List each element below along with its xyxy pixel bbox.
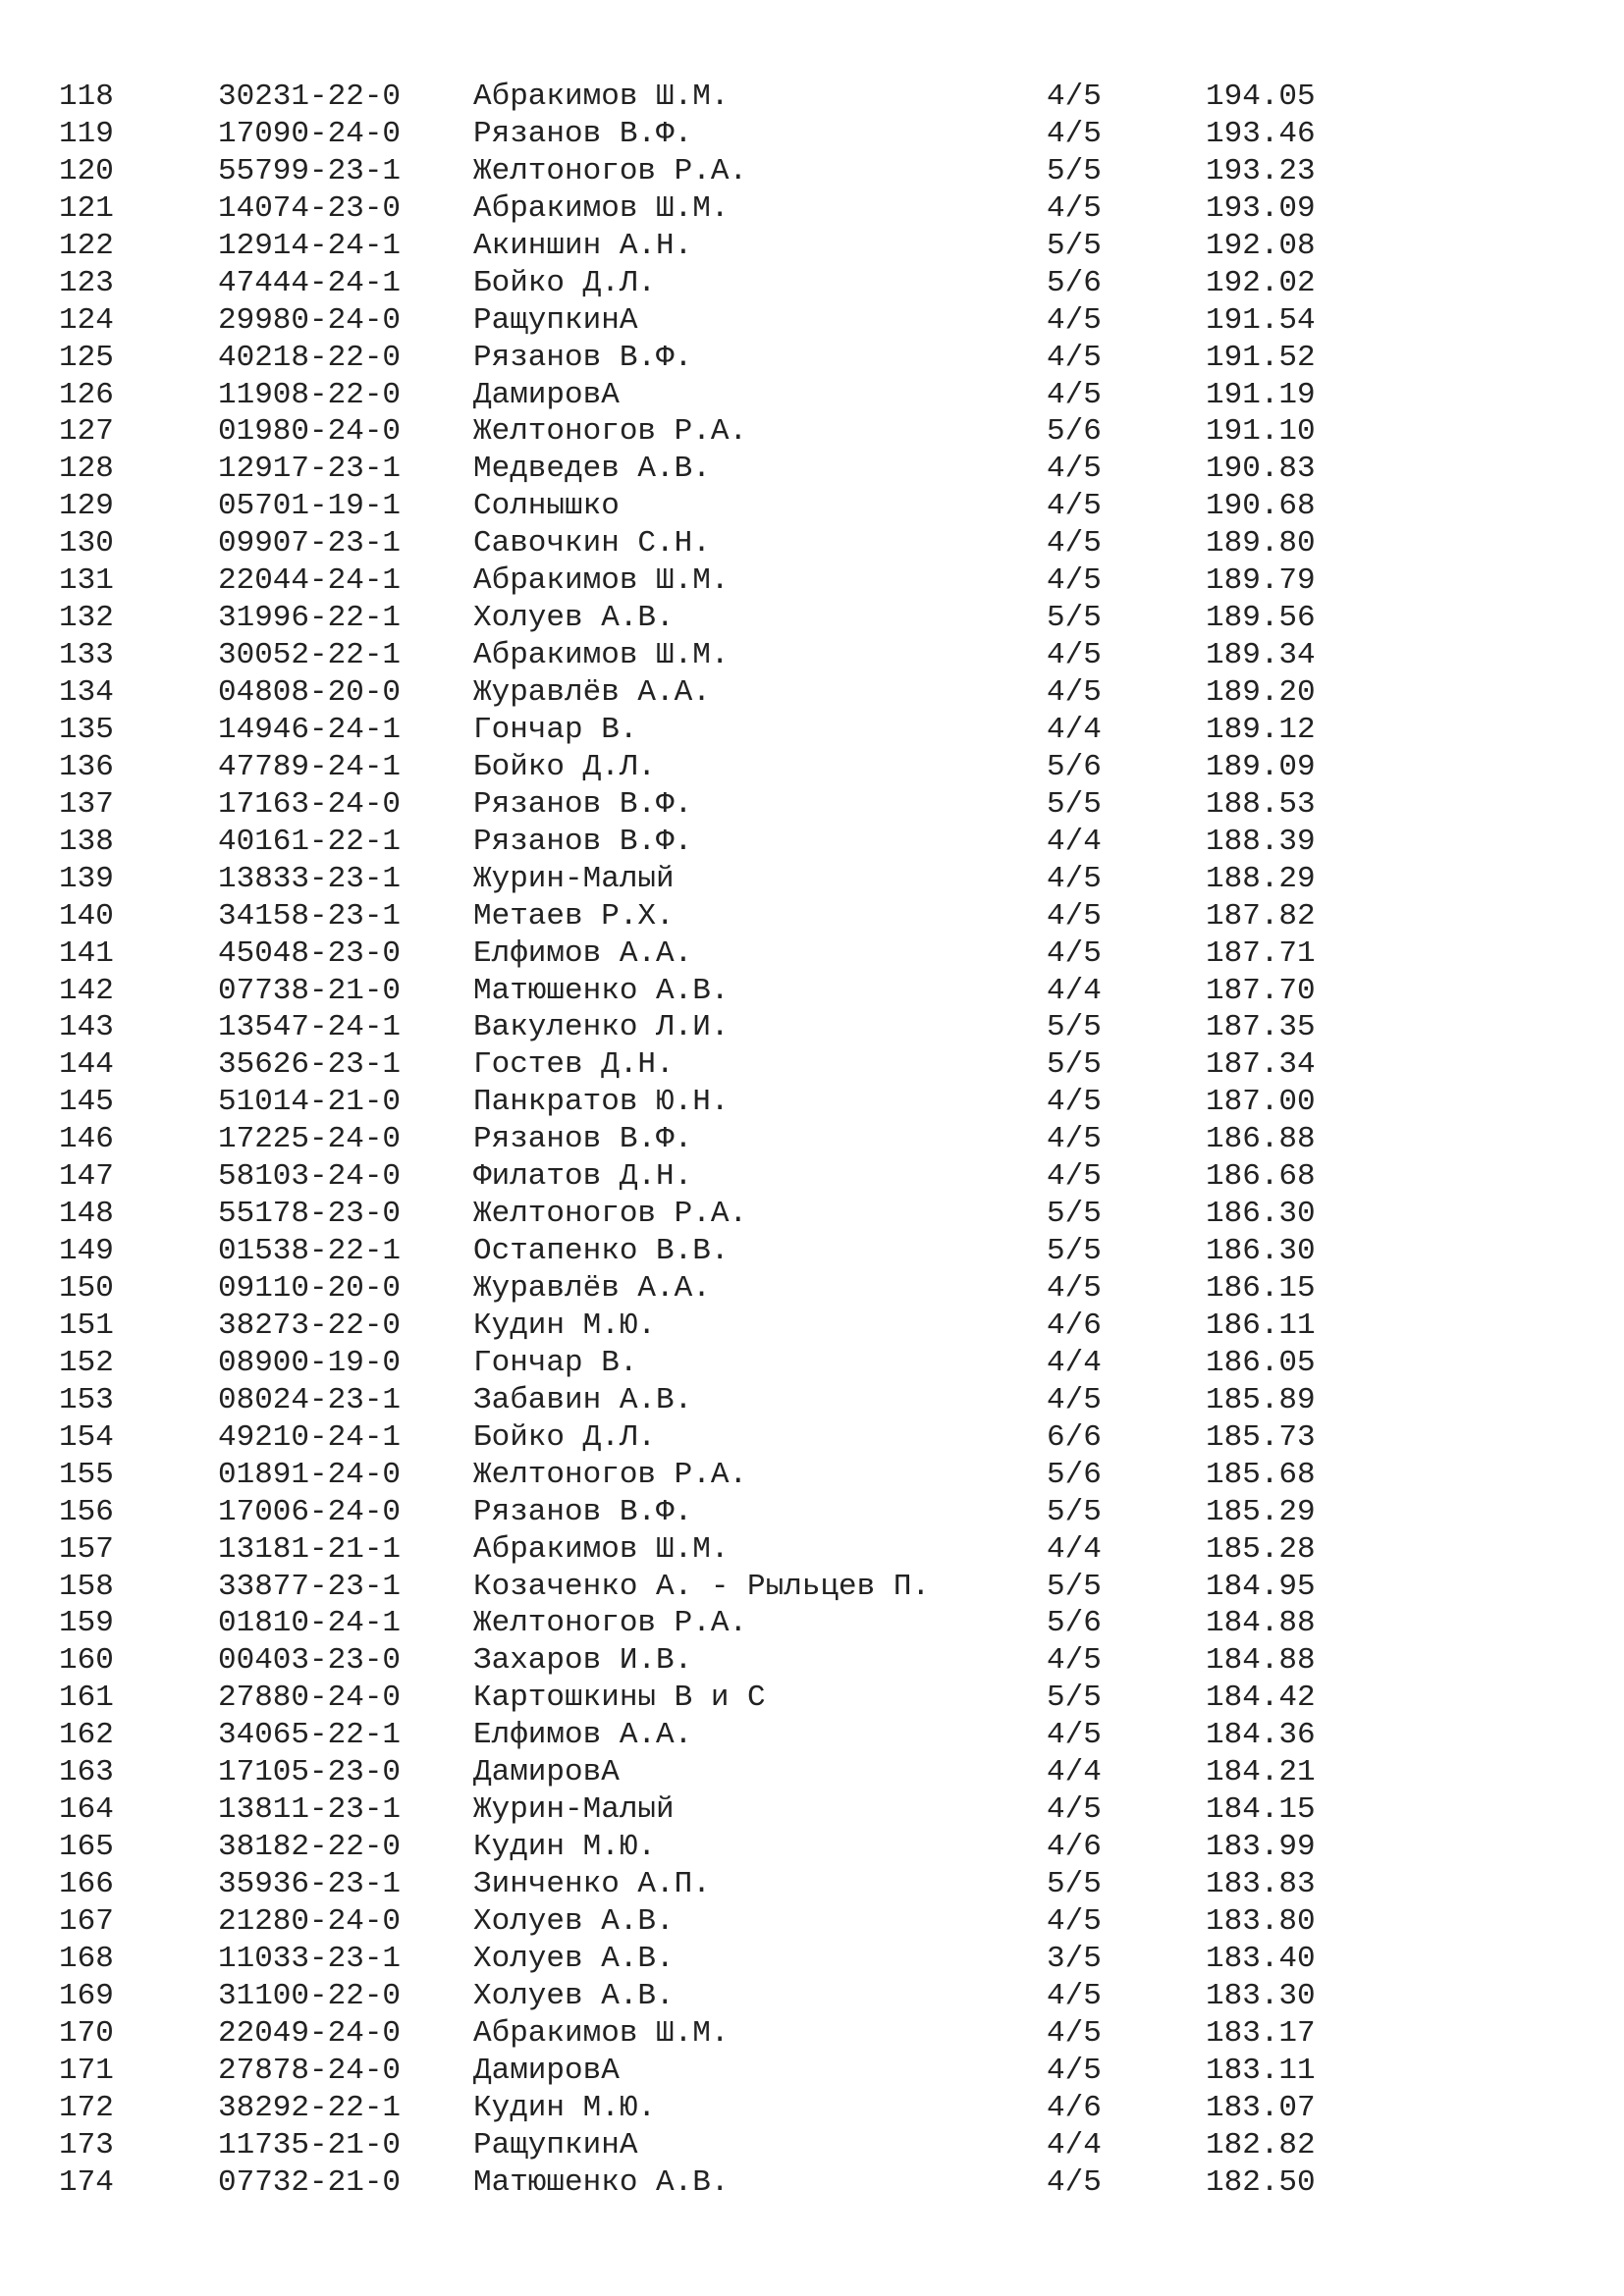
ratio-cell: 4/5 [1047, 452, 1102, 487]
owner-cell: Желтоногов Р.А. [473, 414, 748, 450]
ring-number-cell: 31100-22-0 [218, 1978, 402, 2013]
ring-number-cell: 04808-20-0 [218, 675, 402, 710]
place-cell: 153 [59, 1382, 114, 1417]
place-cell: 166 [59, 1867, 114, 1901]
speed-cell: 185.73 [1206, 1419, 1316, 1455]
ratio-cell: 4/6 [1047, 1830, 1102, 1865]
speed-cell: 189.09 [1206, 749, 1316, 784]
speed-cell: 183.99 [1206, 1830, 1316, 1865]
ring-number-cell: 11033-23-1 [218, 1941, 402, 1976]
speed-cell: 183.11 [1206, 2053, 1316, 2088]
ratio-cell: 4/5 [1047, 1643, 1102, 1679]
ring-number-cell: 51014-21-0 [218, 1085, 402, 1120]
ring-number-cell: 14946-24-1 [218, 712, 402, 747]
ring-number-cell: 09110-20-0 [218, 1271, 402, 1306]
place-cell: 162 [59, 1718, 114, 1753]
speed-cell: 188.29 [1206, 861, 1316, 896]
owner-cell: Желтоногов Р.А. [473, 153, 748, 188]
place-cell: 155 [59, 1457, 114, 1492]
ratio-cell: 3/5 [1047, 1941, 1102, 1976]
owner-cell: Забавин А.В. [473, 1382, 693, 1417]
ratio-cell: 6/6 [1047, 1419, 1102, 1455]
speed-cell: 189.79 [1206, 563, 1316, 599]
owner-cell: Гончар В. [473, 712, 638, 747]
ring-number-cell: 38273-22-0 [218, 1308, 402, 1343]
ratio-cell: 4/4 [1047, 973, 1102, 1008]
ring-number-cell: 07738-21-0 [218, 973, 402, 1008]
owner-cell: Журин-Малый [473, 1792, 675, 1828]
ring-number-cell: 11908-22-0 [218, 377, 402, 412]
ring-number-cell: 17163-24-0 [218, 786, 402, 822]
ring-number-cell: 00403-23-0 [218, 1643, 402, 1679]
ratio-cell: 5/6 [1047, 265, 1102, 300]
ring-number-cell: 01810-24-1 [218, 1606, 402, 1641]
ratio-cell: 4/4 [1047, 1755, 1102, 1790]
ratio-cell: 5/6 [1047, 1457, 1102, 1492]
ring-number-cell: 47789-24-1 [218, 749, 402, 784]
place-cell: 134 [59, 675, 114, 710]
speed-cell: 191.54 [1206, 302, 1316, 338]
owner-cell: Абракимов Ш.М. [473, 638, 730, 673]
owner-cell: Савочкин С.Н. [473, 526, 711, 561]
place-cell: 171 [59, 2053, 114, 2088]
place-cell: 158 [59, 1569, 114, 1604]
ring-number-cell: 17006-24-0 [218, 1494, 402, 1529]
speed-cell: 184.42 [1206, 1681, 1316, 1716]
place-cell: 141 [59, 935, 114, 971]
ring-number-cell: 11735-21-0 [218, 2127, 402, 2163]
owner-cell: Журин-Малый [473, 861, 675, 896]
place-cell: 174 [59, 2164, 114, 2200]
owner-cell: ДамировА [473, 1755, 620, 1790]
speed-cell: 184.15 [1206, 1792, 1316, 1828]
place-cell: 124 [59, 302, 114, 338]
ratio-cell: 4/5 [1047, 377, 1102, 412]
owner-cell: Холуев А.В. [473, 1941, 675, 1976]
owner-cell: Солнышко [473, 489, 620, 524]
place-cell: 172 [59, 2090, 114, 2125]
ratio-cell: 5/5 [1047, 1197, 1102, 1232]
ring-number-cell: 30231-22-0 [218, 80, 402, 114]
ratio-cell: 4/5 [1047, 935, 1102, 971]
speed-cell: 183.30 [1206, 1978, 1316, 2013]
place-cell: 147 [59, 1159, 114, 1195]
ring-number-cell: 30052-22-1 [218, 638, 402, 673]
ratio-cell: 4/5 [1047, 340, 1102, 375]
place-cell: 140 [59, 898, 114, 934]
owner-cell: Рязанов В.Ф. [473, 1494, 693, 1529]
owner-cell: Бойко Д.Л. [473, 749, 657, 784]
speed-cell: 185.29 [1206, 1494, 1316, 1529]
place-cell: 169 [59, 1978, 114, 2013]
place-cell: 131 [59, 563, 114, 599]
speed-cell: 183.17 [1206, 2015, 1316, 2051]
place-cell: 154 [59, 1419, 114, 1455]
owner-cell: Абракимов Ш.М. [473, 563, 730, 599]
owner-cell: Акиншин А.Н. [473, 228, 693, 263]
ratio-cell: 5/5 [1047, 153, 1102, 188]
owner-cell: ДамировА [473, 2053, 620, 2088]
owner-cell: Рязанов В.Ф. [473, 116, 693, 151]
owner-cell: РащупкинА [473, 2127, 638, 2163]
ring-number-cell: 13547-24-1 [218, 1010, 402, 1045]
speed-cell: 185.28 [1206, 1531, 1316, 1567]
place-cell: 148 [59, 1197, 114, 1232]
speed-cell: 187.00 [1206, 1085, 1316, 1120]
ratio-cell: 4/5 [1047, 2053, 1102, 2088]
owner-cell: Желтоногов Р.А. [473, 1457, 748, 1492]
owner-cell: Медведев А.В. [473, 452, 711, 487]
ring-number-cell: 49210-24-1 [218, 1419, 402, 1455]
owner-cell: Гостев Д.Н. [473, 1047, 675, 1083]
speed-cell: 186.30 [1206, 1197, 1316, 1232]
speed-cell: 191.10 [1206, 414, 1316, 450]
owner-cell: Желтоногов Р.А. [473, 1606, 748, 1641]
ratio-cell: 4/5 [1047, 80, 1102, 114]
ratio-cell: 4/5 [1047, 190, 1102, 226]
owner-cell: Картошкины В и С [473, 1681, 766, 1716]
owner-cell: ДамировА [473, 377, 620, 412]
owner-cell: Матюшенко А.В. [473, 973, 730, 1008]
ratio-cell: 4/5 [1047, 861, 1102, 896]
speed-cell: 186.88 [1206, 1122, 1316, 1157]
ratio-cell: 5/6 [1047, 1606, 1102, 1641]
ratio-cell: 4/4 [1047, 1531, 1102, 1567]
ring-number-cell: 22044-24-1 [218, 563, 402, 599]
speed-cell: 189.56 [1206, 601, 1316, 636]
speed-cell: 184.21 [1206, 1755, 1316, 1790]
place-cell: 164 [59, 1792, 114, 1828]
ring-number-cell: 22049-24-0 [218, 2015, 402, 2051]
ring-number-cell: 40218-22-0 [218, 340, 402, 375]
ratio-cell: 4/6 [1047, 2090, 1102, 2125]
speed-cell: 189.80 [1206, 526, 1316, 561]
speed-cell: 192.08 [1206, 228, 1316, 263]
ratio-cell: 4/5 [1047, 1718, 1102, 1753]
ring-number-cell: 09907-23-1 [218, 526, 402, 561]
place-cell: 130 [59, 526, 114, 561]
ratio-cell: 5/6 [1047, 414, 1102, 450]
place-cell: 132 [59, 601, 114, 636]
ratio-cell: 5/5 [1047, 1047, 1102, 1083]
speed-cell: 189.12 [1206, 712, 1316, 747]
ring-number-cell: 29980-24-0 [218, 302, 402, 338]
place-cell: 157 [59, 1531, 114, 1567]
place-cell: 118 [59, 80, 114, 114]
owner-cell: Панкратов Ю.Н. [473, 1085, 730, 1120]
speed-cell: 183.07 [1206, 2090, 1316, 2125]
ring-number-cell: 01891-24-0 [218, 1457, 402, 1492]
speed-cell: 190.68 [1206, 489, 1316, 524]
ratio-cell: 4/4 [1047, 1345, 1102, 1380]
speed-cell: 194.05 [1206, 80, 1316, 114]
ring-number-cell: 55799-23-1 [218, 153, 402, 188]
place-cell: 138 [59, 824, 114, 859]
owner-cell: Вакуленко Л.И. [473, 1010, 730, 1045]
ring-number-cell: 13811-23-1 [218, 1792, 402, 1828]
place-cell: 135 [59, 712, 114, 747]
place-cell: 125 [59, 340, 114, 375]
place-cell: 151 [59, 1308, 114, 1343]
place-cell: 167 [59, 1903, 114, 1939]
owner-cell: Гончар В. [473, 1345, 638, 1380]
ring-number-cell: 31996-22-1 [218, 601, 402, 636]
ratio-cell: 4/5 [1047, 1085, 1102, 1120]
place-cell: 170 [59, 2015, 114, 2051]
place-cell: 119 [59, 116, 114, 151]
place-cell: 156 [59, 1494, 114, 1529]
ring-number-cell: 07732-21-0 [218, 2164, 402, 2200]
speed-cell: 193.23 [1206, 153, 1316, 188]
ring-number-cell: 45048-23-0 [218, 935, 402, 971]
ratio-cell: 5/6 [1047, 749, 1102, 784]
ratio-cell: 4/5 [1047, 1159, 1102, 1195]
place-cell: 129 [59, 489, 114, 524]
owner-cell: Метаев Р.Х. [473, 898, 675, 934]
owner-cell: Зинченко А.П. [473, 1867, 711, 1901]
ring-number-cell: 17105-23-0 [218, 1755, 402, 1790]
ring-number-cell: 27878-24-0 [218, 2053, 402, 2088]
owner-cell: Рязанов В.Ф. [473, 786, 693, 822]
speed-cell: 189.34 [1206, 638, 1316, 673]
ring-number-cell: 12917-23-1 [218, 452, 402, 487]
speed-cell: 187.82 [1206, 898, 1316, 934]
ring-number-cell: 38182-22-0 [218, 1830, 402, 1865]
owner-cell: Абракимов Ш.М. [473, 1531, 730, 1567]
owner-cell: Бойко Д.Л. [473, 1419, 657, 1455]
place-cell: 160 [59, 1643, 114, 1679]
ring-number-cell: 13181-21-1 [218, 1531, 402, 1567]
ring-number-cell: 40161-22-1 [218, 824, 402, 859]
speed-cell: 187.34 [1206, 1047, 1316, 1083]
place-cell: 163 [59, 1755, 114, 1790]
speed-cell: 185.68 [1206, 1457, 1316, 1492]
place-cell: 149 [59, 1234, 114, 1269]
place-cell: 133 [59, 638, 114, 673]
place-cell: 136 [59, 749, 114, 784]
ratio-cell: 4/5 [1047, 1382, 1102, 1417]
speed-cell: 187.35 [1206, 1010, 1316, 1045]
ring-number-cell: 17090-24-0 [218, 116, 402, 151]
speed-cell: 186.68 [1206, 1159, 1316, 1195]
ratio-cell: 4/5 [1047, 898, 1102, 934]
ring-number-cell: 34065-22-1 [218, 1718, 402, 1753]
ratio-cell: 4/5 [1047, 638, 1102, 673]
ratio-cell: 5/5 [1047, 1681, 1102, 1716]
ratio-cell: 4/5 [1047, 1271, 1102, 1306]
owner-cell: Холуев А.В. [473, 1903, 675, 1939]
ring-number-cell: 35626-23-1 [218, 1047, 402, 1083]
speed-cell: 193.09 [1206, 190, 1316, 226]
owner-cell: Захаров И.В. [473, 1643, 693, 1679]
owner-cell: Рязанов В.Ф. [473, 340, 693, 375]
place-cell: 161 [59, 1681, 114, 1716]
ratio-cell: 4/5 [1047, 302, 1102, 338]
owner-cell: Кудин М.Ю. [473, 1830, 657, 1865]
owner-cell: Козаченко А. - Рыльцев П. [473, 1569, 931, 1604]
place-cell: 127 [59, 414, 114, 450]
speed-cell: 186.05 [1206, 1345, 1316, 1380]
speed-cell: 188.53 [1206, 786, 1316, 822]
speed-cell: 193.46 [1206, 116, 1316, 151]
speed-cell: 189.20 [1206, 675, 1316, 710]
ratio-cell: 4/5 [1047, 1978, 1102, 2013]
place-cell: 122 [59, 228, 114, 263]
ratio-cell: 5/5 [1047, 1494, 1102, 1529]
ratio-cell: 4/5 [1047, 2015, 1102, 2051]
owner-cell: Рязанов В.Ф. [473, 1122, 693, 1157]
place-cell: 128 [59, 452, 114, 487]
speed-cell: 183.40 [1206, 1941, 1316, 1976]
place-cell: 144 [59, 1047, 114, 1083]
owner-cell: Елфимов А.А. [473, 935, 693, 971]
owner-cell: Остапенко В.В. [473, 1234, 730, 1269]
speed-cell: 187.70 [1206, 973, 1316, 1008]
place-cell: 159 [59, 1606, 114, 1641]
ratio-cell: 4/4 [1047, 712, 1102, 747]
ratio-cell: 5/5 [1047, 1234, 1102, 1269]
ratio-cell: 5/5 [1047, 601, 1102, 636]
ring-number-cell: 33877-23-1 [218, 1569, 402, 1604]
owner-cell: Абракимов Ш.М. [473, 190, 730, 226]
ring-number-cell: 05701-19-1 [218, 489, 402, 524]
owner-cell: Кудин М.Ю. [473, 1308, 657, 1343]
ratio-cell: 5/5 [1047, 1569, 1102, 1604]
owner-cell: Елфимов А.А. [473, 1718, 693, 1753]
ratio-cell: 4/5 [1047, 489, 1102, 524]
place-cell: 139 [59, 861, 114, 896]
speed-cell: 186.15 [1206, 1271, 1316, 1306]
speed-cell: 191.19 [1206, 377, 1316, 412]
owner-cell: Филатов Д.Н. [473, 1159, 693, 1195]
ring-number-cell: 47444-24-1 [218, 265, 402, 300]
ring-number-cell: 34158-23-1 [218, 898, 402, 934]
ring-number-cell: 13833-23-1 [218, 861, 402, 896]
owner-cell: Холуев А.В. [473, 601, 675, 636]
place-cell: 142 [59, 973, 114, 1008]
ring-number-cell: 55178-23-0 [218, 1197, 402, 1232]
ratio-cell: 4/6 [1047, 1308, 1102, 1343]
ratio-cell: 4/4 [1047, 824, 1102, 859]
ratio-cell: 4/5 [1047, 1903, 1102, 1939]
place-cell: 126 [59, 377, 114, 412]
ring-number-cell: 01980-24-0 [218, 414, 402, 450]
place-cell: 143 [59, 1010, 114, 1045]
ring-number-cell: 08900-19-0 [218, 1345, 402, 1380]
place-cell: 168 [59, 1941, 114, 1976]
ring-number-cell: 14074-23-0 [218, 190, 402, 226]
place-cell: 137 [59, 786, 114, 822]
owner-cell: Абракимов Ш.М. [473, 2015, 730, 2051]
speed-cell: 184.36 [1206, 1718, 1316, 1753]
place-cell: 152 [59, 1345, 114, 1380]
speed-cell: 184.95 [1206, 1569, 1316, 1604]
ratio-cell: 4/5 [1047, 1792, 1102, 1828]
speed-cell: 188.39 [1206, 824, 1316, 859]
speed-cell: 183.83 [1206, 1867, 1316, 1901]
owner-cell: Журавлёв А.А. [473, 1271, 711, 1306]
speed-cell: 182.82 [1206, 2127, 1316, 2163]
ratio-cell: 4/5 [1047, 2164, 1102, 2200]
speed-cell: 182.50 [1206, 2164, 1316, 2200]
speed-cell: 192.02 [1206, 265, 1316, 300]
ring-number-cell: 12914-24-1 [218, 228, 402, 263]
ratio-cell: 5/5 [1047, 786, 1102, 822]
owner-cell: Абракимов Ш.М. [473, 80, 730, 114]
ring-number-cell: 38292-22-1 [218, 2090, 402, 2125]
place-cell: 165 [59, 1830, 114, 1865]
ring-number-cell: 58103-24-0 [218, 1159, 402, 1195]
ring-number-cell: 01538-22-1 [218, 1234, 402, 1269]
owner-cell: Рязанов В.Ф. [473, 824, 693, 859]
owner-cell: Бойко Д.Л. [473, 265, 657, 300]
owner-cell: Журавлёв А.А. [473, 675, 711, 710]
place-cell: 173 [59, 2127, 114, 2163]
ratio-cell: 4/5 [1047, 116, 1102, 151]
owner-cell: Холуев А.В. [473, 1978, 675, 2013]
owner-cell: Матюшенко А.В. [473, 2164, 730, 2200]
place-cell: 123 [59, 265, 114, 300]
place-cell: 145 [59, 1085, 114, 1120]
speed-cell: 187.71 [1206, 935, 1316, 971]
speed-cell: 183.80 [1206, 1903, 1316, 1939]
place-cell: 121 [59, 190, 114, 226]
place-cell: 120 [59, 153, 114, 188]
ratio-cell: 4/5 [1047, 1122, 1102, 1157]
place-cell: 150 [59, 1271, 114, 1306]
speed-cell: 190.83 [1206, 452, 1316, 487]
ring-number-cell: 08024-23-1 [218, 1382, 402, 1417]
owner-cell: Желтоногов Р.А. [473, 1197, 748, 1232]
place-cell: 146 [59, 1122, 114, 1157]
speed-cell: 186.11 [1206, 1308, 1316, 1343]
owner-cell: РащупкинА [473, 302, 638, 338]
speed-cell: 191.52 [1206, 340, 1316, 375]
ratio-cell: 4/4 [1047, 2127, 1102, 2163]
ratio-cell: 5/5 [1047, 228, 1102, 263]
ring-number-cell: 17225-24-0 [218, 1122, 402, 1157]
ratio-cell: 4/5 [1047, 526, 1102, 561]
ratio-cell: 4/5 [1047, 563, 1102, 599]
ring-number-cell: 27880-24-0 [218, 1681, 402, 1716]
speed-cell: 186.30 [1206, 1234, 1316, 1269]
ring-number-cell: 35936-23-1 [218, 1867, 402, 1901]
ratio-cell: 5/5 [1047, 1010, 1102, 1045]
speed-cell: 184.88 [1206, 1643, 1316, 1679]
speed-cell: 185.89 [1206, 1382, 1316, 1417]
ratio-cell: 4/5 [1047, 675, 1102, 710]
ring-number-cell: 21280-24-0 [218, 1903, 402, 1939]
owner-cell: Кудин М.Ю. [473, 2090, 657, 2125]
speed-cell: 184.88 [1206, 1606, 1316, 1641]
ratio-cell: 5/5 [1047, 1867, 1102, 1901]
